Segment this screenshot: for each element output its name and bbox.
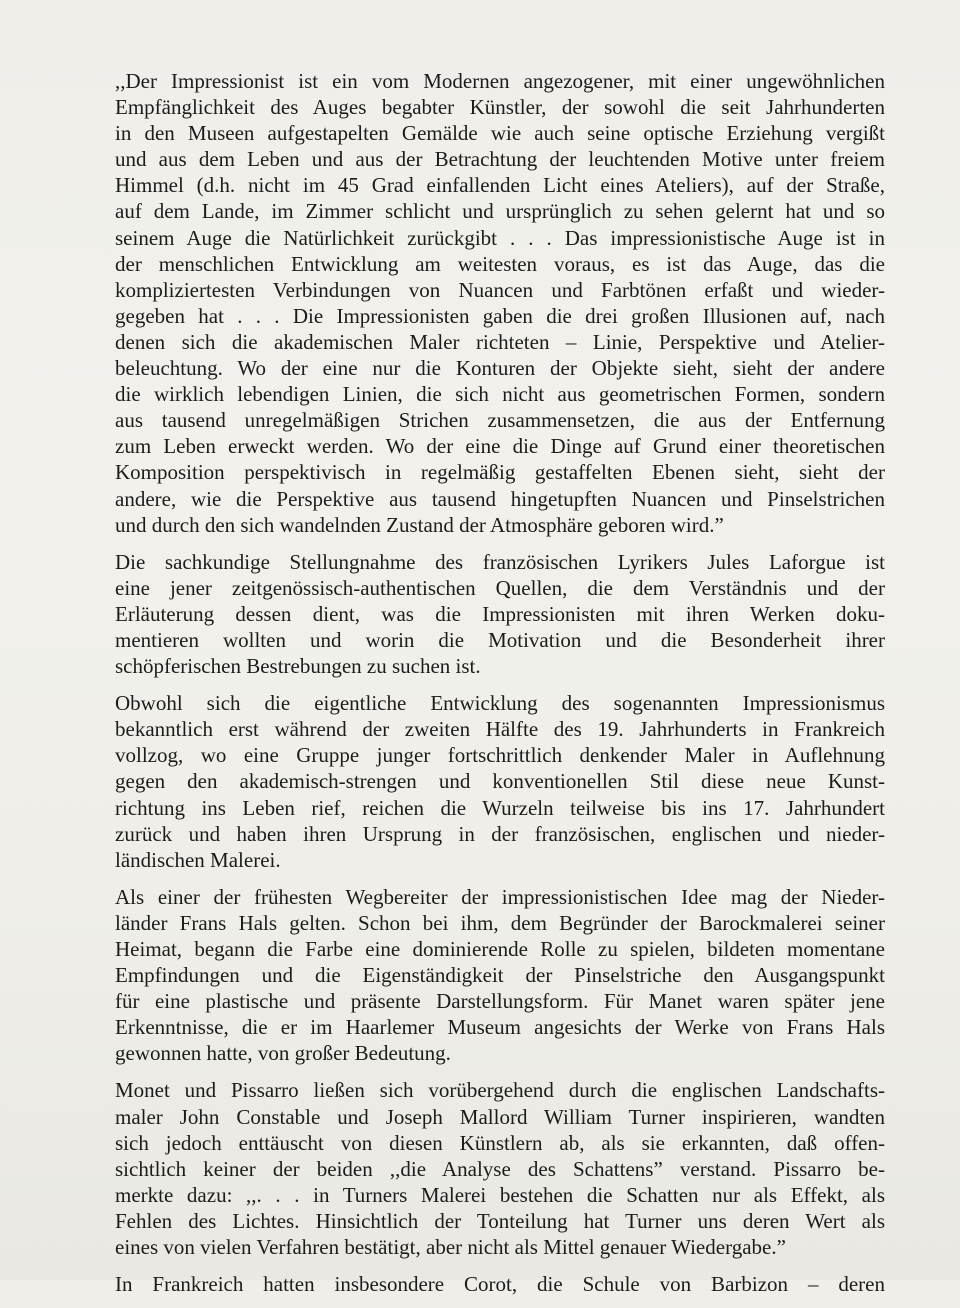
text-line: vollzog, wo eine Gruppe junger fortschrittlich denkender Maler in Auflehnung — [115, 743, 885, 768]
text-line: Komposition perspektivisch in regelmäßig gestaffelten Ebenen sieht, sieht der — [115, 460, 885, 485]
paragraph-quote — [115, 68, 885, 538]
text-line: Monet und Pissarro ließen sich vorübergehend durch die englischen Landschafts- — [115, 1078, 885, 1103]
text-line: In Frankreich hatten insbesondere Corot, die Schule von Barbizon – deren — [115, 1272, 885, 1297]
text-line: gegeben hat . . . Die Impressionisten gaben die drei großen Illusionen auf, nach — [115, 303, 885, 328]
text-line: Himmel (d.h. nicht im 45 Grad einfallenden Licht eines Ateliers), auf der Straße, — [115, 173, 885, 198]
text-line: der menschlichen Entwicklung am weitesten voraus, es ist das Auge, das die — [115, 251, 885, 276]
text-line: gegen den akademisch-strengen und konventionellen Stil diese neue Kunst- — [115, 769, 885, 794]
text-line: und durch den sich wandelnden Zustand der Atmosphäre geboren wird.” — [115, 512, 724, 537]
text-line: zurück und haben ihren Ursprung in der französischen, englischen und nieder- — [115, 821, 885, 846]
text-line: Die sachkundige Stellungnahme des französischen Lyrikers Jules Laforgue ist — [115, 549, 885, 574]
text-line: ländischen Malerei. — [115, 847, 281, 872]
text-line: ,,Der Impressionist ist ein vom Modernen angezogener, mit einer ungewöhnlichen — [115, 69, 885, 93]
text-line: länder Frans Hals gelten. Schon bei ihm, dem Begründer der Barockmalerei seiner — [115, 910, 885, 935]
text-line: gewonnen hatte, von großer Bedeutung. — [115, 1041, 451, 1066]
text-line: Fehlen des Lichtes. Hinsichtlich der Tonteilung hat Turner uns deren Wert als — [115, 1208, 885, 1233]
text-line: Erläuterung dessen dient, was die Impressionisten mit ihren Werken doku- — [115, 601, 885, 626]
text-line: für eine plastische und präsente Darstellungsform. Für Manet waren später jene — [115, 989, 885, 1014]
paragraph-impressionismus — [115, 690, 885, 873]
text-line: Obwohl sich die eigentliche Entwicklung des sogenannten Impressionismus — [115, 691, 885, 716]
text-line: maler John Constable und Joseph Mallord William Turner inspirieren, wandten — [115, 1104, 885, 1129]
text-line: bekanntlich erst während der zweiten Hälfte des 19. Jahrhunderts in Frankreich — [115, 717, 885, 742]
text-line: mentieren wollten und worin die Motivation und die Besonderheit ihrer — [115, 627, 885, 652]
text-line: Als einer der frühesten Wegbereiter der impressionistischen Idee mag der Nieder- — [115, 884, 885, 909]
text-line: richtung ins Leben rief, reichen die Wurzeln teilweise bis ins 17. Jahrhundert — [115, 795, 885, 820]
text-line: die wirklich lebendigen Linien, die sich nicht aus geometrischen Formen, sondern — [115, 382, 885, 407]
text-line: aus tausend unregelmäßigen Strichen zusammensetzen, die aus der Entfernung — [115, 408, 885, 433]
text-line: merkte dazu: ,,. . . in Turners Malerei bestehen die Schatten nur als Effekt, als — [115, 1182, 885, 1207]
text-line: Empfänglichkeit des Auges begabter Künstler, der sowohl die seit Jahrhunderten — [115, 95, 885, 120]
text-line: Empfindungen und die Eigenständigkeit der Pinselstriche den Ausgangspunkt — [115, 963, 885, 988]
paragraph-frans-hals — [115, 884, 885, 1067]
text-line: in den Museen aufgestapelten Gemälde wie auch seine optische Erziehung vergißt — [115, 121, 885, 146]
paragraph-laforgue — [115, 549, 885, 679]
text-line: andere, wie die Perspektive aus tausend hingetupften Nuancen und Pinselstrichen — [115, 486, 885, 511]
text-line: auf dem Lande, im Zimmer schlicht und ursprünglich zu sehen gelernt hat und so — [115, 199, 885, 224]
text-line: sichtlich keiner der beiden ,,die Analyse des Schattens” verstand. Pissarro be- — [115, 1156, 885, 1181]
text-line: seinem Auge die Natürlichkeit zurückgibt . . . Das impressionistische Auge ist in — [115, 225, 885, 250]
paragraph-frankreich — [115, 1271, 885, 1297]
text-line: Erkenntnisse, die er im Haarlemer Museum angesichts der Werke von Frans Hals — [115, 1015, 885, 1040]
text-line: sich jedoch enttäuscht von diesen Künstlern ab, als sie erkannten, daß offen- — [115, 1130, 885, 1155]
text-line: schöpferischen Bestrebungen zu suchen ist. — [115, 654, 481, 679]
page-body — [115, 68, 885, 1308]
text-line: denen sich die akademischen Maler richteten – Linie, Perspektive und Atelier- — [115, 329, 885, 354]
text-line: eine jener zeitgenössisch-authentischen Quellen, die dem Verständnis und der — [115, 575, 885, 600]
text-line: Heimat, begann die Farbe eine dominierende Rolle zu spielen, bildeten momentane — [115, 937, 885, 961]
paragraph-monet-pissarro — [115, 1077, 885, 1260]
text-line: zum Leben erweckt werden. Wo der eine die Dinge auf Grund einer theoretischen — [115, 434, 885, 459]
text-line: und aus dem Leben und aus der Betrachtung der leuchtenden Motive unter freiem — [115, 147, 885, 172]
text-line: beleuchtung. Wo der eine nur die Konturen der Objekte sieht, sieht der andere — [115, 356, 885, 381]
text-line: eines von vielen Verfahren bestätigt, aber nicht als Mittel genauer Wiedergabe.” — [115, 1235, 786, 1260]
text-line: kompliziertesten Verbindungen von Nuancen und Farbtönen erfaßt und wieder- — [115, 277, 885, 302]
